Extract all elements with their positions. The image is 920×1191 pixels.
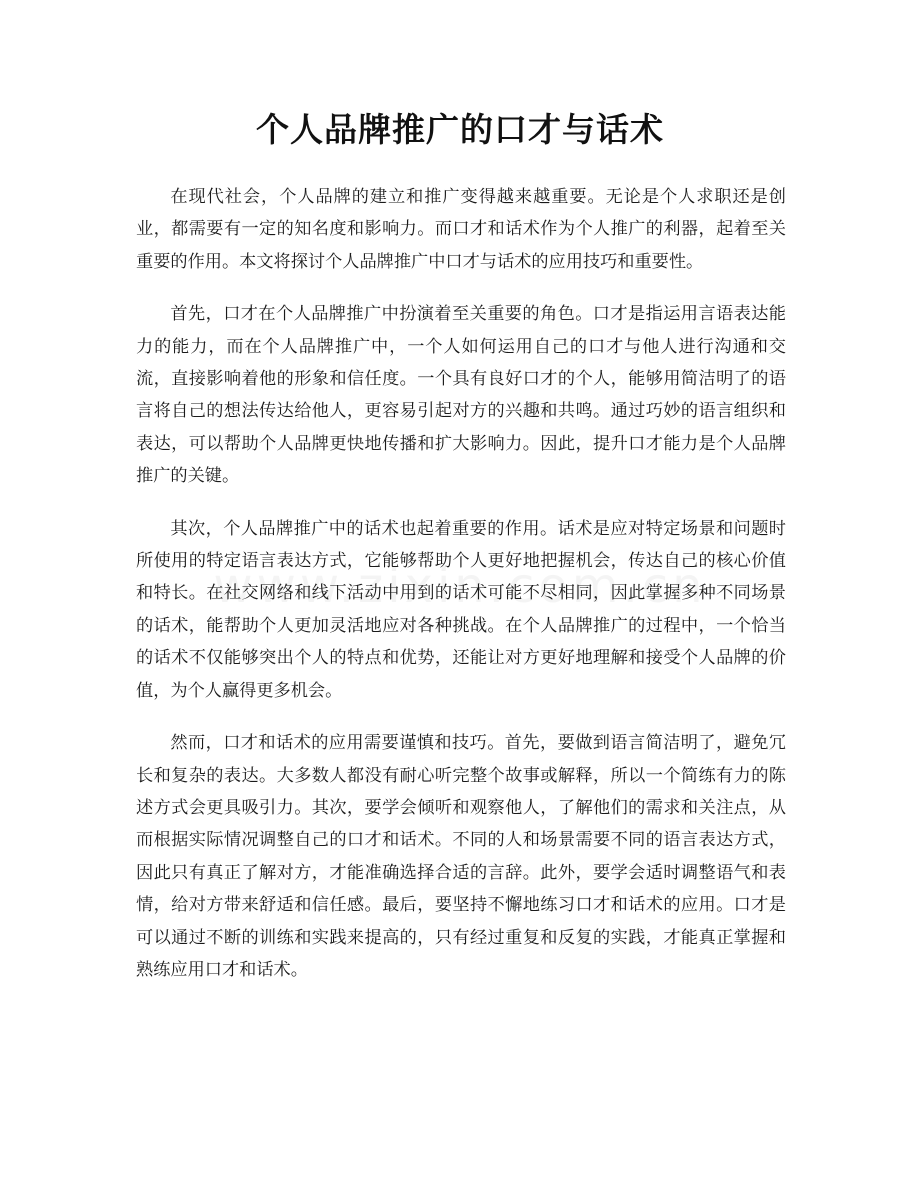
paragraph-application: 然而，口才和话术的应用需要谨慎和技巧。首先，要做到语言简洁明了，避免冗长和复杂的表达。大多数人都没有耐心听完整个故事或解释，所以一个简练有力的陈述方式会更具吸引力。其次，要学会倾听和观察他人，了解他们的需求和关注点，从而根据实际情况调整自己的口才和话术。不同的人和场景需要不同的语言表达方式，因此只有真正了解对方，才能准确选择合适的言辞。此外，要学会适时调整语气和表情，给对方带来舒适和信任感。最后，要坚持不懈地练习口才和话术的应用。口才是可以通过不断的训练和实践来提高的，只有经过重复和反复的实践，才能真正掌握和熟练应用口才和话术。 [136, 733, 786, 980]
document-title: 个人品牌推广的口才与话术 [256, 110, 664, 149]
paragraph-intro: 在现代社会，个人品牌的建立和推广变得越来越重要。无论是个人求职还是创业，都需要有一定的知名度和影响力。而口才和话术作为个人推广的利器，起着至关重要的作用。本文将探讨个人品牌推广中口才与话术的应用技巧和重要性。 [136, 187, 786, 272]
paragraph-eloquence: 首先，口才在个人品牌推广中扮演着至关重要的角色。口才是指运用言语表达能力的能力，而在个人品牌推广中，一个人如何运用自己的口才与他人进行沟通和交流，直接影响着他的形象和信任度。一个具有良好口才的个人，能够用简洁明了的语言将自己的想法传达给他人，更容易引起对方的兴趣和共鸣。通过巧妙的语言组织和表达，可以帮助个人品牌更快地传播和扩大影响力。因此，提升口才能力是个人品牌推广的关键。 [136, 304, 786, 487]
paragraph-scripts: 其次，个人品牌推广中的话术也起着重要的作用。话术是应对特定场景和问题时所使用的特定语言表达方式，它能够帮助个人更好地把握机会，传达自己的核心价值和特长。在社交网络和线下活动中用到的话术可能不尽相同，因此掌握多种不同场景的话术，能帮助个人更加灵活地应对各种挑战。在个人品牌推广的过程中，一个恰当的话术不仅能够突出个人的特点和优势，还能让对方更好地理解和接受个人品牌的价值，为个人赢得更多机会。 [136, 518, 786, 701]
document-body [136, 181, 786, 1006]
